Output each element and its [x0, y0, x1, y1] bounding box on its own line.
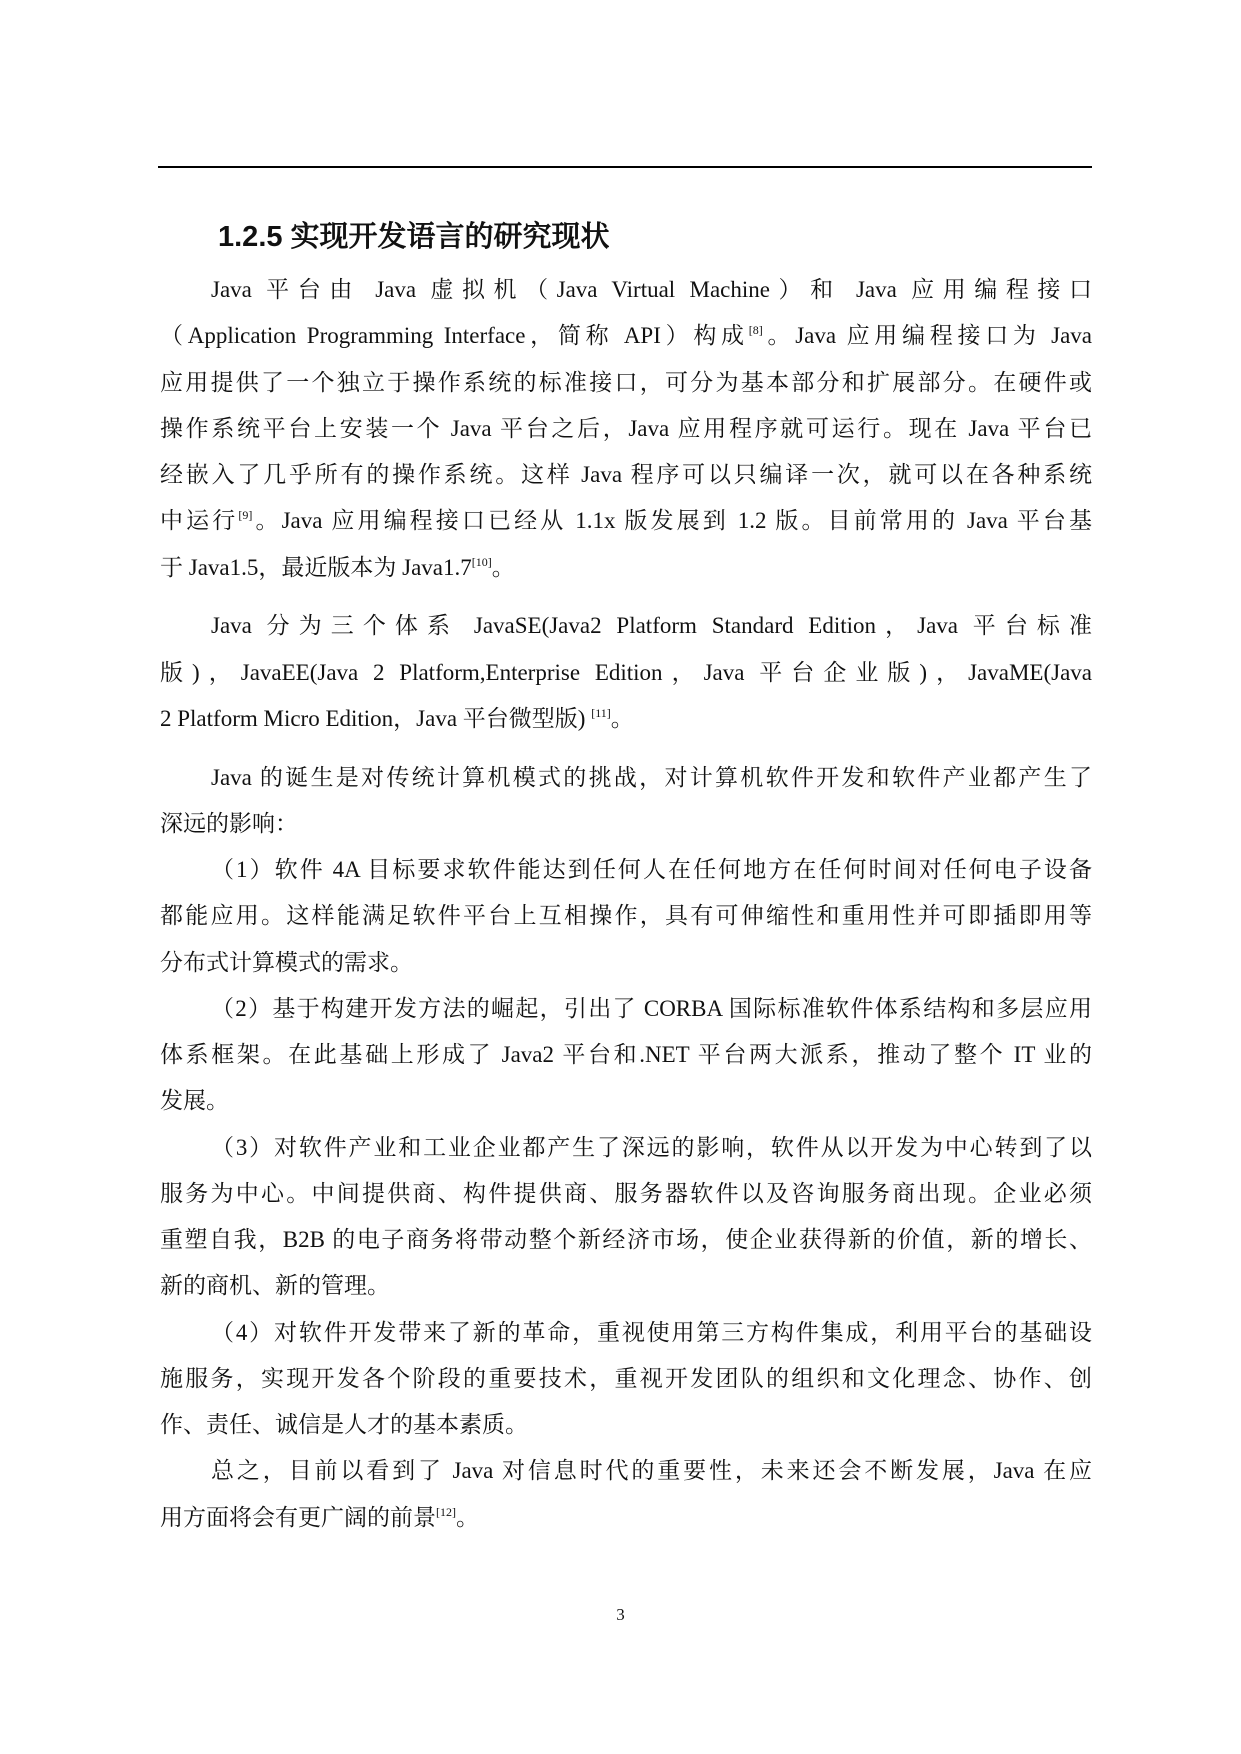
text-line: 分布式计算模式的需求。 — [160, 949, 413, 975]
list-item — [160, 1125, 1092, 1310]
text-line: 总之，目前以看到了 Java 对信息时代的重要性，未来还会不断发展，Java 在应 — [211, 1458, 1092, 1484]
text-line — [160, 498, 1092, 544]
text-span: 。 — [491, 554, 515, 580]
text-line: 都能应用。这样能满足软件平台上互相操作，具有可伸缩性和重用性并可即插即用等 — [160, 903, 1092, 929]
text-line: 应用提供了一个独立于操作系统的标准接口，可分为基本部分和扩展部分。在硬件或 — [160, 369, 1092, 395]
text-line: 施服务，实现开发各个阶段的重要技术，重视开发团队的组织和文化理念、协作、创 — [160, 1365, 1092, 1391]
paragraph — [160, 267, 1092, 591]
text-line: 操作系统平台上安装一个 Java 平台之后，Java 应用程序就可运行。现在 Java 平台已 — [160, 415, 1092, 441]
paragraph — [160, 755, 1092, 848]
text-line: （2）基于构建开发方法的崛起，引出了 CORBA 国际标准软件体系结构和多层应用 — [211, 995, 1092, 1021]
text-line — [160, 1495, 1092, 1541]
text-span: （Application Programming Interface，简称 API）构成 — [160, 323, 749, 349]
text-span: 。 — [610, 705, 634, 731]
text-line: 新的商机、新的管理。 — [160, 1273, 390, 1299]
citation-superscript: [8] — [748, 323, 763, 338]
page-number: 3 — [616, 1605, 625, 1624]
body-text — [160, 267, 1092, 1541]
text-line: 作、责任、诚信是人才的基本素质。 — [160, 1412, 528, 1437]
header-rule — [158, 166, 1092, 168]
text-span: 中运行 — [160, 508, 239, 534]
text-span: 于 Java1.5，最近版本为 Java1.7 — [160, 554, 472, 580]
text-line: 重塑自我，B2B 的电子商务将带动整个新经济市场，使企业获得新的价值，新的增长、 — [160, 1227, 1092, 1252]
text-span: 。Java 应用编程接口已经从 1.1x 版发展到 1.2 版。目前常用的 Java 平台基 — [252, 508, 1092, 534]
text-line: （3）对软件产业和工业企业都产生了深远的影响，软件从以开发为中心转到了以 — [211, 1134, 1092, 1160]
text-span: 2 Platform Micro Edition，Java 平台微型版) — [160, 705, 592, 731]
text-line: 版)，JavaEE(Java 2 Platform,Enterprise Edition，Java 平台企业版)，JavaME(Java — [160, 659, 1092, 685]
text-span: 。Java 应用编程接口为 Java — [762, 323, 1092, 349]
text-line — [160, 696, 1092, 742]
text-line: （4）对软件开发带来了新的革命，重视使用第三方构件集成，利用平台的基础设 — [211, 1319, 1092, 1345]
text-line: 发展。 — [160, 1088, 229, 1114]
citation-superscript: [11] — [591, 705, 611, 720]
text-line: （1）软件 4A 目标要求软件能达到任何人在任何地方在任何时间对任何电子设备 — [211, 857, 1092, 882]
text-line: Java 的诞生是对传统计算机模式的挑战，对计算机软件开发和软件产业都产生了 — [211, 764, 1092, 790]
citation-superscript: [12] — [436, 1504, 456, 1519]
citation-superscript: [9] — [238, 508, 253, 523]
text-line: Java 分为三个体系 JavaSE(Java2 Platform Standard Edition，Java 平台标准 — [211, 613, 1092, 639]
text-line — [160, 313, 1092, 359]
list-item — [160, 847, 1092, 986]
list-item — [160, 1310, 1092, 1449]
text-line: Java 平台由 Java 虚拟机（Java Virtual Machine）和 Java 应用编程接口 — [211, 277, 1092, 302]
paragraph — [160, 603, 1092, 742]
list-item — [160, 986, 1092, 1125]
text-line: 服务为中心。中间提供商、构件提供商、服务器软件以及咨询服务商出现。企业必须 — [160, 1180, 1092, 1206]
text-line: 深远的影响： — [160, 810, 298, 836]
citation-superscript: [10] — [471, 554, 492, 569]
text-line — [160, 545, 1092, 591]
text-span: 。 — [456, 1504, 479, 1530]
section-heading: 1.2.5 实现开发语言的研究现状 — [218, 221, 610, 253]
paragraph — [160, 1448, 1092, 1541]
text-span: 用方面将会有更广阔的前景 — [160, 1504, 436, 1530]
text-line: 体系框架。在此基础上形成了 Java2 平台和.NET 平台两大派系，推动了整个 IT 业的 — [160, 1042, 1092, 1067]
text-line: 经嵌入了几乎所有的操作系统。这样 Java 程序可以只编译一次，就可以在各种系统 — [160, 462, 1092, 487]
